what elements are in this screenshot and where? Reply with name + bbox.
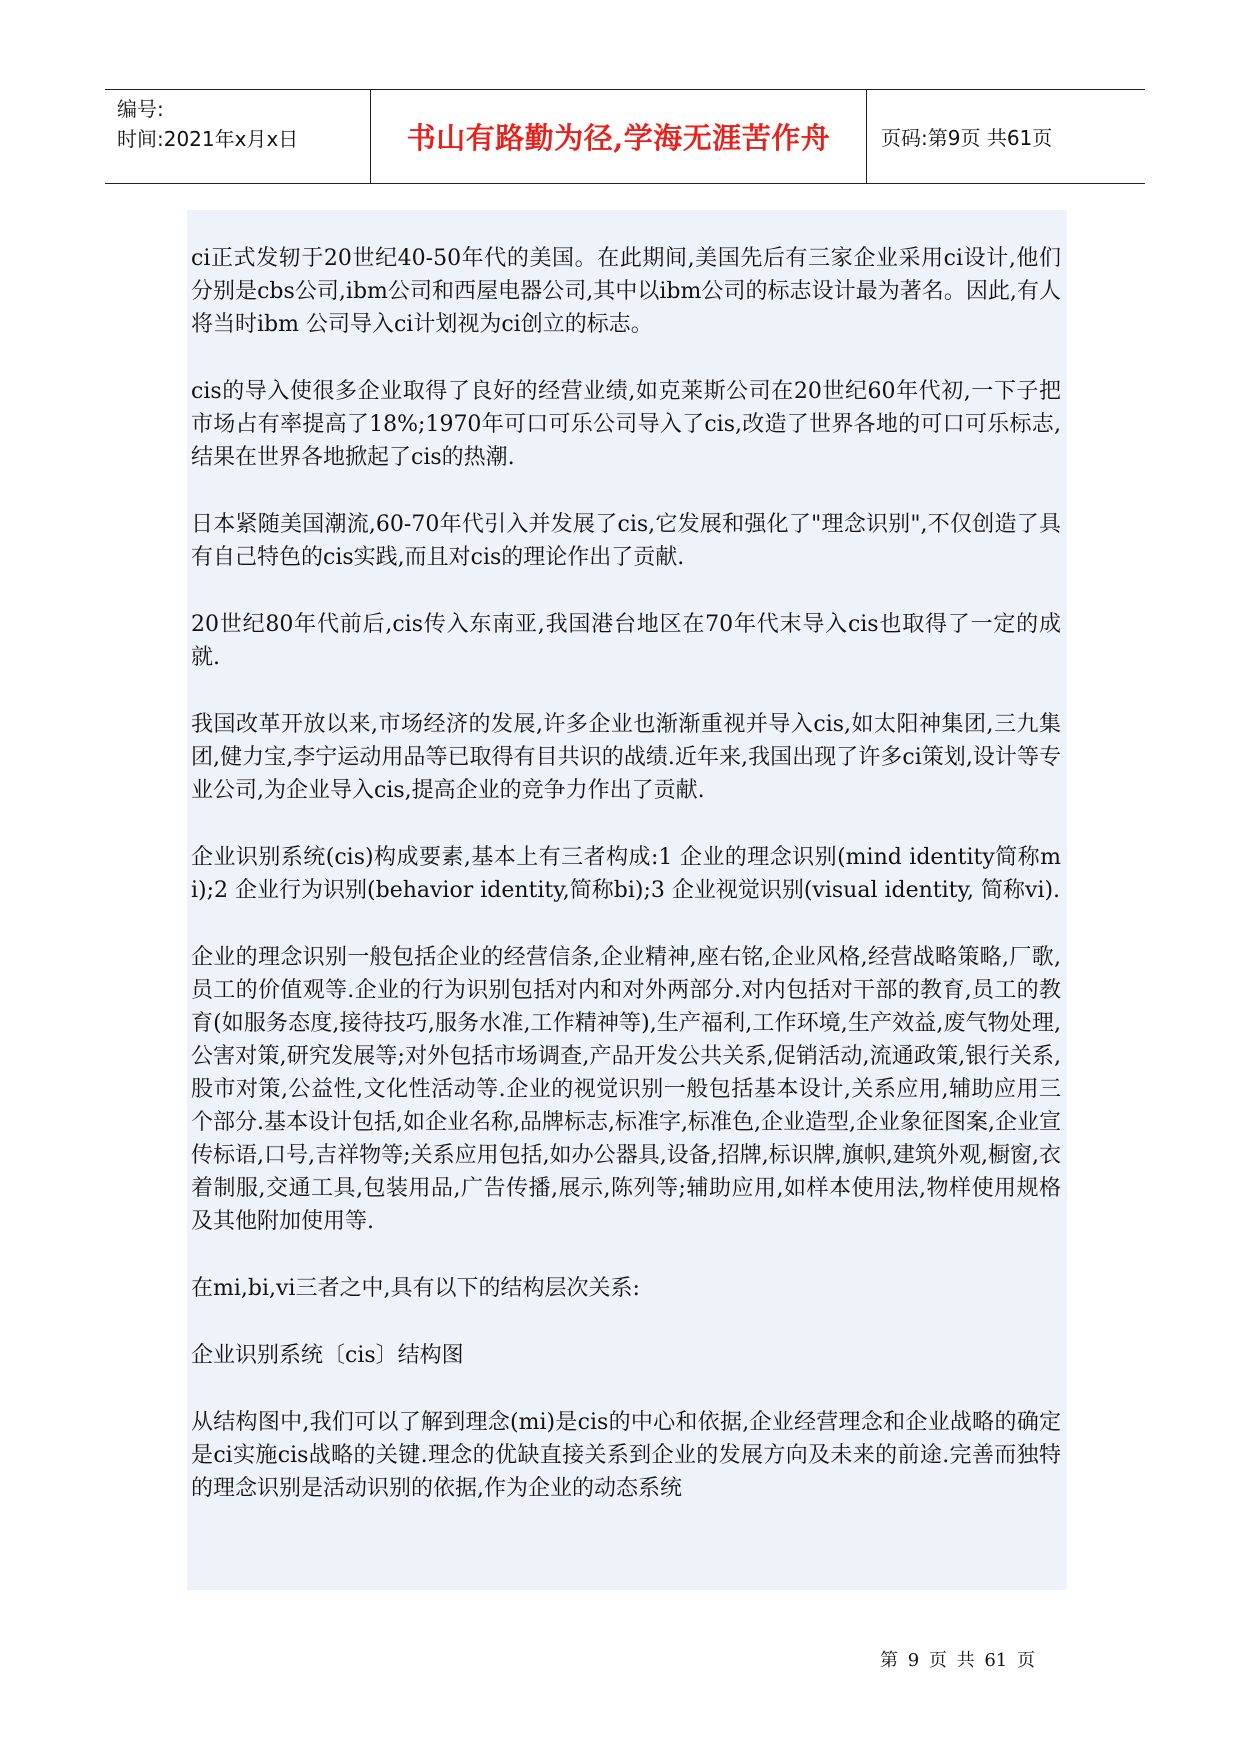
paragraph: 从结构图中,我们可以了解到理念(mi)是cis的中心和依据,企业经营理念和企业战略的确定是ci实施cis战略的关键.理念的优缺直接关系到企业的发展方向及未来的前途.完善而独特的理念识别是活动识别的依据,作为企业的动态系统 — [191, 1410, 1061, 1501]
paragraph: ci正式发轫于20世纪40-50年代的美国。在此期间,美国先后有三家企业采用ci设计,他们分别是cbs公司,ibm公司和西屋电器公司,其中以ibm公司的标志设计最为著名。因此,有人将当时ibm 公司导入ci计划视为ci创立的标志。 — [191, 246, 1061, 337]
paragraph: cis的导入使很多企业取得了良好的经营业绩,如克莱斯公司在20世纪60年代初,一下子把市场占有率提高了18%;1970年可口可乐公司导入了cis,改造了世界各地的可口可乐标志,结果在世界各地掀起了cis的热潮. — [191, 379, 1061, 470]
header-info-cell — [105, 90, 370, 183]
paragraph: 企业识别系统〔cis〕结构图 — [191, 1343, 464, 1368]
paragraph: 企业的理念识别一般包括企业的经营信条,企业精神,座右铭,企业风格,经营战略策略,厂歌,员工的价值观等.企业的行为识别包括对内和对外两部分.对内包括对干部的教育,员工的教育(如服务态度,接待技巧,服务水准,工作精神等),生产福利,工作环境,生产效益,废气物处理,公害对策,研究发展等;对外包括市场调查,产品开发公共关系,促销活动,流通政策,银行关系,股市对策,公益性,文化性活动等.企业的视觉识别一般包括基本设计,关系应用,辅助应用三个部分.基本设计包括,如企业名称,品牌标志,标准字,标准色,企业造型,企业象征图案,企业宣传标语,口号,吉祥物等;关系应用包括,如办公器具,设备,招牌,标识牌,旗帜,建筑外观,橱窗,衣着制服,交通工具,包装用品,广告传播,展示,陈列等;辅助应用,如样本使用法,物样使用规格及其他附加使用等. — [191, 945, 1061, 1234]
header-motto-cell — [370, 90, 867, 183]
header-page-cell — [867, 90, 1145, 183]
page-code: 页码:第9页 共61页 — [881, 126, 1053, 150]
paragraph: 我国改革开放以来,市场经济的发展,许多企业也渐渐重视并导入cis,如太阳神集团,三九集团,健力宝,李宁运动用品等已取得有目共识的战绩.近年来,我国出现了许多ci策划,设计等专业公司,为企业导入cis,提高企业的竞争力作出了贡献. — [191, 712, 1061, 803]
number-label: 编号: — [117, 97, 164, 121]
paragraph: 企业识别系统(cis)构成要素,基本上有三者构成:1 企业的理念识别(mind identity简称mi);2 企业行为识别(behavior identity,简称bi);3 企业视觉识别(visual identity, 简称vi). — [191, 845, 1061, 903]
motto-text: 书山有路勤为径,学海无涯苦作舟 — [406, 121, 831, 155]
paragraph: 在mi,bi,vi三者之中,具有以下的结构层次关系: — [191, 1276, 640, 1301]
document-body — [187, 210, 1067, 1590]
paragraph: 20世纪80年代前后,cis传入东南亚,我国港台地区在70年代末导入cis也取得了一定的成就. — [191, 612, 1061, 670]
time-label: 时间:2021年x月x日 — [117, 127, 299, 151]
paragraph: 日本紧随美国潮流,60-70年代引入并发展了cis,它发展和强化了"理念识别",不仅创造了具有自己特色的cis实践,而且对cis的理论作出了贡献. — [191, 512, 1061, 570]
page-footer: 第 9 页 共 61 页 — [880, 1650, 1035, 1671]
document-header — [105, 89, 1145, 184]
